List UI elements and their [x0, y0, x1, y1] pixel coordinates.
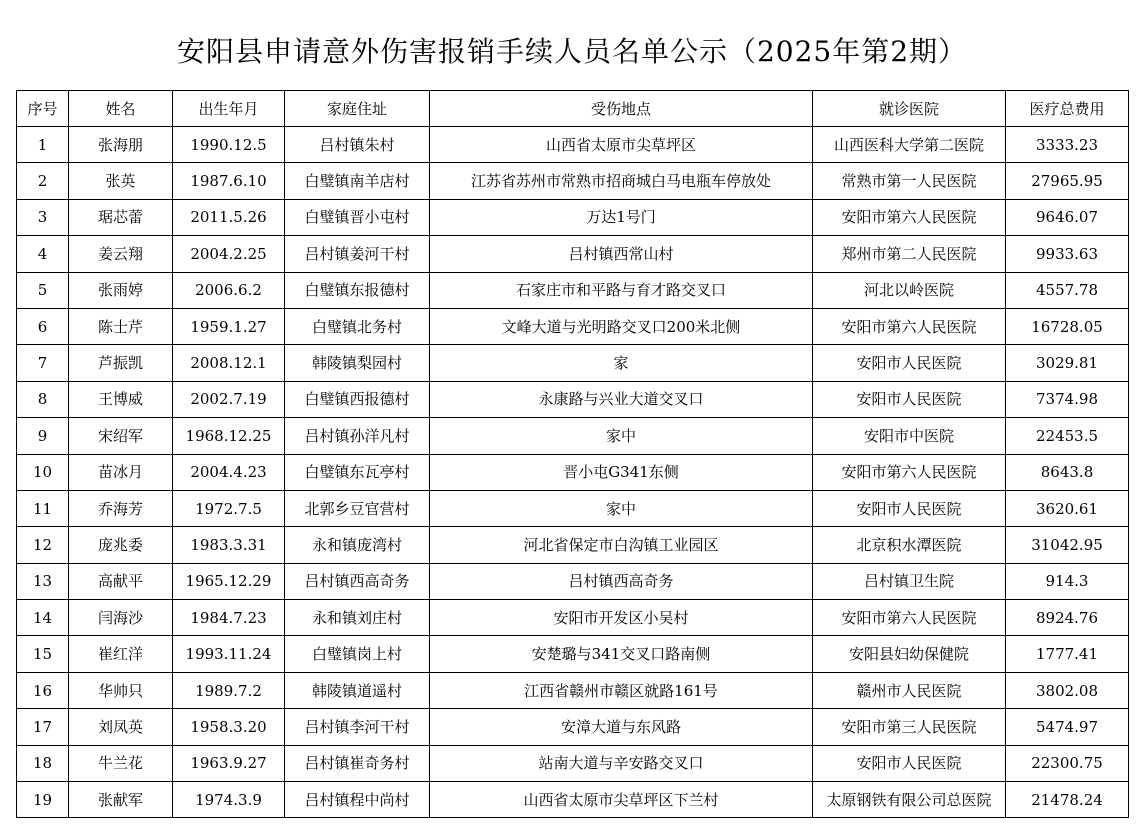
header-row: [17, 91, 1129, 127]
cell-name: 张英: [69, 163, 173, 199]
cell-birth: 1987.6.10: [173, 163, 285, 199]
table-row: [17, 308, 1129, 344]
cell-address: 韩陵镇梨园村: [285, 345, 430, 381]
column-header-index: 序号: [17, 91, 69, 127]
cell-index: 5: [17, 272, 69, 308]
cell-index: 7: [17, 345, 69, 381]
cell-injury-location: 安漳大道与东风路: [430, 709, 813, 745]
cell-hospital: 安阳市人民医院: [813, 381, 1006, 417]
cell-hospital: 安阳市第三人民医院: [813, 709, 1006, 745]
cell-injury-location: 家中: [430, 418, 813, 454]
cell-name: 姜云翔: [69, 236, 173, 272]
cell-index: 9: [17, 418, 69, 454]
cell-hospital: 安阳市人民医院: [813, 745, 1006, 781]
table-row: [17, 272, 1129, 308]
cell-injury-location: 河北省保定市白沟镇工业园区: [430, 527, 813, 563]
cell-birth: 1989.7.2: [173, 672, 285, 708]
cell-hospital: 吕村镇卫生院: [813, 563, 1006, 599]
cell-injury-location: 安楚璐与341交叉口路南侧: [430, 636, 813, 672]
cell-hospital: 郑州市第二人民医院: [813, 236, 1006, 272]
cell-index: 2: [17, 163, 69, 199]
cell-hospital: 北京积水潭医院: [813, 527, 1006, 563]
cell-address: 白璧镇西报德村: [285, 381, 430, 417]
cell-address: 吕村镇朱村: [285, 127, 430, 163]
table-row: [17, 236, 1129, 272]
table-row: [17, 527, 1129, 563]
cell-address: 吕村镇西高奇务: [285, 563, 430, 599]
cell-hospital: 安阳市人民医院: [813, 490, 1006, 526]
cell-name: 苗冰月: [69, 454, 173, 490]
table-row: [17, 600, 1129, 636]
cell-total-cost: 1777.41: [1006, 636, 1129, 672]
table-row: [17, 672, 1129, 708]
cell-hospital: 安阳市第六人民医院: [813, 454, 1006, 490]
cell-name: 芦振凯: [69, 345, 173, 381]
cell-address: 白璧镇东报德村: [285, 272, 430, 308]
cell-address: 白璧镇东瓦亭村: [285, 454, 430, 490]
cell-name: 张雨婷: [69, 272, 173, 308]
cell-index: 8: [17, 381, 69, 417]
cell-name: 崔红洋: [69, 636, 173, 672]
cell-total-cost: 21478.24: [1006, 782, 1129, 818]
cell-birth: 2002.7.19: [173, 381, 285, 417]
table-row: [17, 709, 1129, 745]
table-row: [17, 418, 1129, 454]
cell-injury-location: 石家庄市和平路与育才路交叉口: [430, 272, 813, 308]
cell-birth: 2008.12.1: [173, 345, 285, 381]
cell-birth: 2004.2.25: [173, 236, 285, 272]
cell-injury-location: 晋小屯G341东侧: [430, 454, 813, 490]
cell-total-cost: 22300.75: [1006, 745, 1129, 781]
cell-birth: 1990.12.5: [173, 127, 285, 163]
cell-address: 永和镇刘庄村: [285, 600, 430, 636]
cell-name: 琚芯蕾: [69, 199, 173, 235]
cell-birth: 1983.3.31: [173, 527, 285, 563]
cell-birth: 1968.12.25: [173, 418, 285, 454]
cell-index: 3: [17, 199, 69, 235]
roster-body: [17, 127, 1129, 818]
column-header-address: 家庭住址: [285, 91, 430, 127]
cell-total-cost: 5474.97: [1006, 709, 1129, 745]
cell-address: 吕村镇程中尚村: [285, 782, 430, 818]
cell-hospital: 常熟市第一人民医院: [813, 163, 1006, 199]
table-row: [17, 127, 1129, 163]
cell-total-cost: 27965.95: [1006, 163, 1129, 199]
cell-total-cost: 3029.81: [1006, 345, 1129, 381]
cell-total-cost: 3620.61: [1006, 490, 1129, 526]
cell-injury-location: 江西省赣州市赣区就路161号: [430, 672, 813, 708]
cell-injury-location: 文峰大道与光明路交叉口200米北侧: [430, 308, 813, 344]
cell-name: 王博威: [69, 381, 173, 417]
cell-hospital: 安阳市第六人民医院: [813, 308, 1006, 344]
cell-hospital: 赣州市人民医院: [813, 672, 1006, 708]
cell-injury-location: 家: [430, 345, 813, 381]
table-row: [17, 163, 1129, 199]
table-row: [17, 345, 1129, 381]
cell-hospital: 太原钢铁有限公司总医院: [813, 782, 1006, 818]
table-row: [17, 782, 1129, 818]
cell-injury-location: 吕村镇西高奇务: [430, 563, 813, 599]
cell-address: 白璧镇南羊店村: [285, 163, 430, 199]
cell-injury-location: 万达1号门: [430, 199, 813, 235]
column-header-hospital: 就诊医院: [813, 91, 1006, 127]
table-row: [17, 454, 1129, 490]
cell-birth: 1958.3.20: [173, 709, 285, 745]
cell-name: 张海朋: [69, 127, 173, 163]
cell-index: 18: [17, 745, 69, 781]
cell-birth: 1974.3.9: [173, 782, 285, 818]
cell-hospital: 安阳县妇幼保健院: [813, 636, 1006, 672]
cell-total-cost: 16728.05: [1006, 308, 1129, 344]
cell-birth: 1972.7.5: [173, 490, 285, 526]
cell-total-cost: 9933.63: [1006, 236, 1129, 272]
cell-injury-location: 家中: [430, 490, 813, 526]
cell-birth: 1993.11.24: [173, 636, 285, 672]
cell-name: 华帅只: [69, 672, 173, 708]
cell-address: 吕村镇崔奇务村: [285, 745, 430, 781]
page-title: 安阳县申请意外伤害报销手续人员名单公示（2025年第2期）: [176, 35, 968, 68]
cell-birth: 1963.9.27: [173, 745, 285, 781]
cell-hospital: 河北以岭医院: [813, 272, 1006, 308]
cell-total-cost: 3333.23: [1006, 127, 1129, 163]
cell-index: 4: [17, 236, 69, 272]
cell-injury-location: 安阳市开发区小吴村: [430, 600, 813, 636]
cell-address: 吕村镇孙洋凡村: [285, 418, 430, 454]
cell-index: 1: [17, 127, 69, 163]
cell-address: 白璧镇北务村: [285, 308, 430, 344]
cell-index: 10: [17, 454, 69, 490]
cell-address: 北郭乡豆官营村: [285, 490, 430, 526]
cell-total-cost: 8643.8: [1006, 454, 1129, 490]
cell-birth: 1984.7.23: [173, 600, 285, 636]
cell-injury-location: 站南大道与辛安路交叉口: [430, 745, 813, 781]
cell-birth: 1965.12.29: [173, 563, 285, 599]
table-row: [17, 199, 1129, 235]
cell-injury-location: 吕村镇西常山村: [430, 236, 813, 272]
column-header-injury-location: 受伤地点: [430, 91, 813, 127]
roster-table: [16, 90, 1129, 818]
cell-index: 12: [17, 527, 69, 563]
cell-name: 牛兰花: [69, 745, 173, 781]
cell-address: 韩陵镇道遥村: [285, 672, 430, 708]
cell-name: 刘凤英: [69, 709, 173, 745]
cell-birth: 2011.5.26: [173, 199, 285, 235]
table-row: [17, 381, 1129, 417]
cell-index: 11: [17, 490, 69, 526]
cell-name: 庞兆委: [69, 527, 173, 563]
cell-total-cost: 3802.08: [1006, 672, 1129, 708]
column-header-birth: 出生年月: [173, 91, 285, 127]
cell-total-cost: 22453.5: [1006, 418, 1129, 454]
cell-name: 宋绍军: [69, 418, 173, 454]
cell-index: 16: [17, 672, 69, 708]
cell-address: 吕村镇李河干村: [285, 709, 430, 745]
table-row: [17, 636, 1129, 672]
cell-name: 乔海芳: [69, 490, 173, 526]
cell-birth: 2004.4.23: [173, 454, 285, 490]
cell-hospital: 安阳市人民医院: [813, 345, 1006, 381]
cell-hospital: 安阳市第六人民医院: [813, 600, 1006, 636]
cell-name: 张献军: [69, 782, 173, 818]
cell-index: 17: [17, 709, 69, 745]
cell-hospital: 安阳市第六人民医院: [813, 199, 1006, 235]
cell-hospital: 安阳市中医院: [813, 418, 1006, 454]
cell-name: 陈士芹: [69, 308, 173, 344]
cell-index: 6: [17, 308, 69, 344]
column-header-total-cost: 医疗总费用: [1006, 91, 1129, 127]
cell-index: 15: [17, 636, 69, 672]
cell-total-cost: 8924.76: [1006, 600, 1129, 636]
cell-birth: 2006.6.2: [173, 272, 285, 308]
cell-index: 14: [17, 600, 69, 636]
cell-injury-location: 山西省太原市尖草坪区: [430, 127, 813, 163]
table-row: [17, 563, 1129, 599]
cell-injury-location: 山西省太原市尖草坪区下兰村: [430, 782, 813, 818]
cell-injury-location: 永康路与兴业大道交叉口: [430, 381, 813, 417]
cell-index: 19: [17, 782, 69, 818]
cell-total-cost: 31042.95: [1006, 527, 1129, 563]
column-header-name: 姓名: [69, 91, 173, 127]
cell-total-cost: 9646.07: [1006, 199, 1129, 235]
cell-address: 白璧镇晋小屯村: [285, 199, 430, 235]
cell-name: 高献平: [69, 563, 173, 599]
cell-injury-location: 江苏省苏州市常熟市招商城白马电瓶车停放处: [430, 163, 813, 199]
cell-hospital: 山西医科大学第二医院: [813, 127, 1006, 163]
cell-total-cost: 914.3: [1006, 563, 1129, 599]
cell-birth: 1959.1.27: [173, 308, 285, 344]
table-row: [17, 745, 1129, 781]
table-row: [17, 490, 1129, 526]
cell-total-cost: 7374.98: [1006, 381, 1129, 417]
cell-name: 闫海沙: [69, 600, 173, 636]
cell-total-cost: 4557.78: [1006, 272, 1129, 308]
cell-index: 13: [17, 563, 69, 599]
cell-address: 白璧镇岗上村: [285, 636, 430, 672]
cell-address: 吕村镇姜河干村: [285, 236, 430, 272]
cell-address: 永和镇庞湾村: [285, 527, 430, 563]
